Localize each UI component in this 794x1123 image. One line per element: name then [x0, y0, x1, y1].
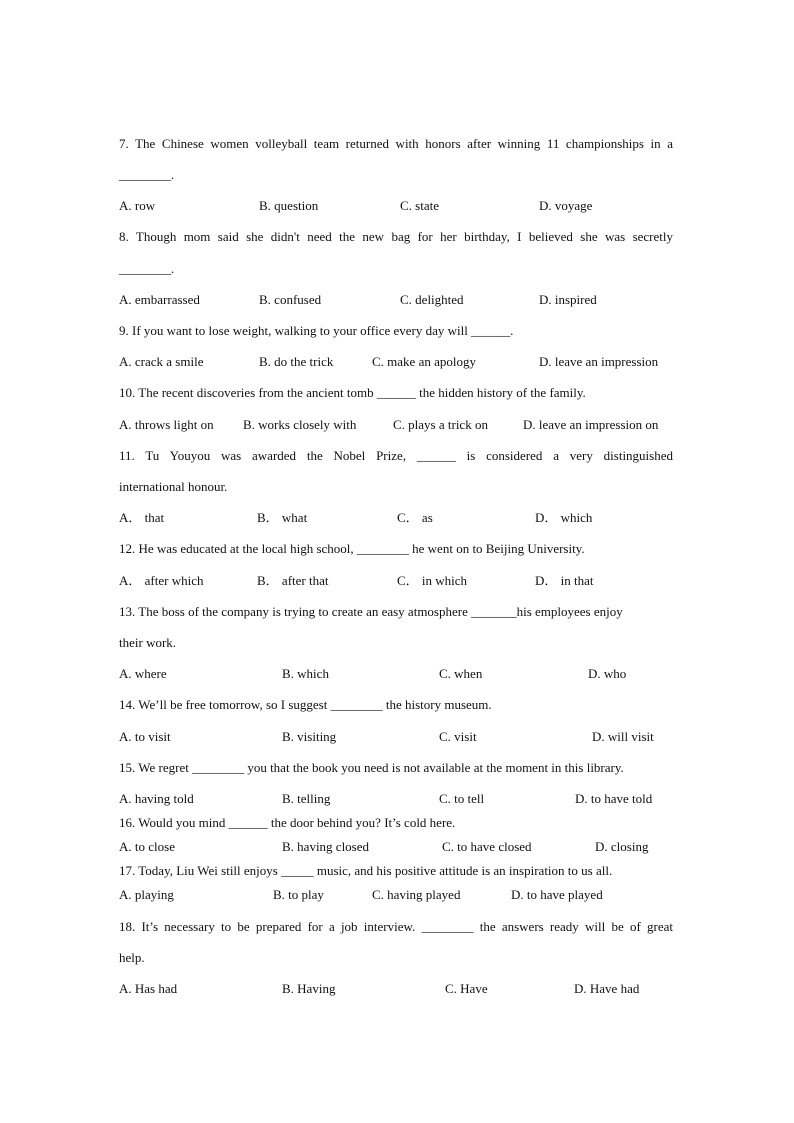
question-16-text: 16. Would you mind ______ the door behind you? It’s cold here.: [119, 815, 456, 830]
question-13-option-b: B. which: [282, 666, 329, 681]
question-17-option-b: B. to play: [273, 887, 324, 902]
question-9-text: 9. If you want to lose weight, walking to your office every day will ______.: [119, 323, 514, 338]
question-18-option-d: D. Have had: [574, 981, 640, 996]
question-11-text: 11. Tu Youyou was awarded the Nobel Prize, ______ is considered a very distinguished: [119, 448, 673, 463]
question-12-option-d: D． in that: [535, 573, 594, 588]
question-12-option-b: B． after that: [257, 573, 329, 588]
question-13-option-c: C. when: [439, 666, 483, 681]
question-13-continuation: their work.: [119, 635, 177, 650]
question-18-text: 18. It’s necessary to be prepared for a job interview. ________ the answers ready will be of great: [119, 919, 673, 934]
question-14-option-a: A. to visit: [119, 729, 171, 744]
question-8-option-d: D. inspired: [539, 292, 597, 307]
question-14-option-c: C. visit: [439, 729, 477, 744]
question-12-option-c: C． in which: [397, 573, 468, 588]
question-15-option-d: D. to have told: [575, 791, 653, 806]
question-10-option-a: A. throws light on: [119, 417, 214, 432]
question-15-option-a: A. having told: [119, 791, 194, 806]
question-11-option-c: C． as: [397, 510, 433, 525]
question-7-blank: ________.: [119, 167, 175, 182]
question-17-option-c: C. having played: [372, 887, 461, 902]
question-16-option-d: D. closing: [595, 839, 649, 854]
question-9-option-d: D. leave an impression: [539, 354, 659, 369]
question-18-continuation: help.: [119, 950, 145, 965]
question-10-option-d: D. leave an impression on: [523, 417, 659, 432]
question-9-option-a: A. crack a smile: [119, 354, 204, 369]
question-15-option-b: B. telling: [282, 791, 331, 806]
question-11-continuation: international honour.: [119, 479, 228, 494]
question-12-option-a: A． after which: [119, 573, 204, 588]
question-7-option-d: D. voyage: [539, 198, 593, 213]
question-9-option-c: C. make an apology: [372, 354, 476, 369]
question-12-text: 12. He was educated at the local high school, ________ he went on to Beijing University.: [119, 541, 585, 556]
question-13-option-d: D. who: [588, 666, 627, 681]
question-9-option-b: B. do the trick: [259, 354, 334, 369]
question-7-text: 7. The Chinese women volleyball team returned with honors after winning 11 championships in a: [119, 136, 673, 151]
question-7-option-b: B. question: [259, 198, 319, 213]
question-11-option-a: A． that: [119, 510, 165, 525]
question-13-text: 13. The boss of the company is trying to create an easy atmosphere _______his employees enjoy: [119, 604, 623, 619]
question-18-option-b: B. Having: [282, 981, 336, 996]
question-18-option-c: C. Have: [445, 981, 488, 996]
question-15-option-c: C. to tell: [439, 791, 485, 806]
question-14-option-d: D. will visit: [592, 729, 654, 744]
question-16-option-a: A. to close: [119, 839, 175, 854]
question-8-text: 8. Though mom said she didn't need the new bag for her birthday, I believed she was secretly: [119, 229, 673, 244]
question-17-option-a: A. playing: [119, 887, 174, 902]
question-10-option-b: B. works closely with: [243, 417, 357, 432]
question-8-option-a: A. embarrassed: [119, 292, 200, 307]
question-18-option-a: A. Has had: [119, 981, 178, 996]
question-8-blank: ________.: [119, 261, 175, 276]
question-17-option-d: D. to have played: [511, 887, 603, 902]
question-11-option-d: D． which: [535, 510, 593, 525]
question-10-text: 10. The recent discoveries from the ancient tomb ______ the hidden history of the family.: [119, 385, 586, 400]
question-7-option-c: C. state: [400, 198, 439, 213]
question-13-option-a: A. where: [119, 666, 167, 681]
question-7-option-a: A. row: [119, 198, 156, 213]
question-15-text: 15. We regret ________ you that the book you need is not available at the moment in this library.: [119, 760, 624, 775]
question-14-option-b: B. visiting: [282, 729, 337, 744]
question-14-text: 14. We’ll be free tomorrow, so I suggest ________ the history museum.: [119, 697, 492, 712]
question-8-option-b: B. confused: [259, 292, 322, 307]
question-8-option-c: C. delighted: [400, 292, 464, 307]
question-16-option-c: C. to have closed: [442, 839, 532, 854]
question-17-text: 17. Today, Liu Wei still enjoys _____ music, and his positive attitude is an inspiration to us all.: [119, 863, 613, 878]
question-10-option-c: C. plays a trick on: [393, 417, 488, 432]
question-16-option-b: B. having closed: [282, 839, 370, 854]
question-11-option-b: B． what: [257, 510, 308, 525]
